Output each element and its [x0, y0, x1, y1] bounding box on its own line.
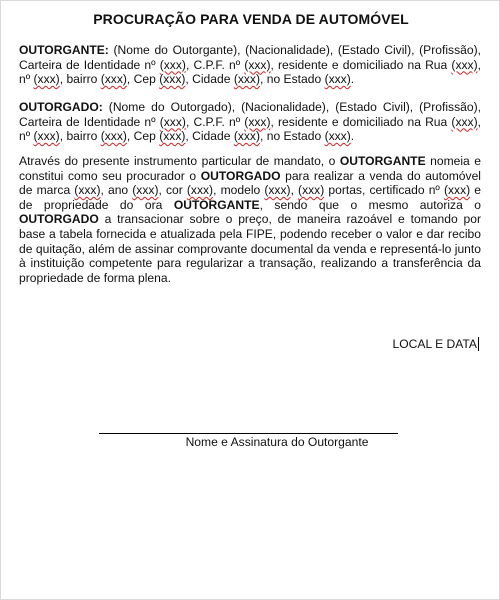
outorgado-term: OUTORGADO	[200, 168, 281, 183]
outorgante-bairro: (xxx)	[100, 72, 127, 87]
mandate-text: portas, certificado nº	[324, 183, 444, 198]
outorgado-label: OUTORGADO:	[19, 100, 103, 114]
mandate-text: , sendo que o mesmo autoriza o	[259, 197, 482, 212]
outorgante-term: OUTORGANTE	[173, 197, 260, 212]
outorgante-term: OUTORGANTE	[339, 154, 426, 168]
outorgado-text: , bairro	[59, 129, 101, 144]
outorgante-text: , Cep	[126, 72, 160, 87]
outorgado-text: (Nome do Outorgado), (Nacionalidade), (Estado Civil), (Profissão), Carteira de Identidade nº	[19, 100, 481, 129]
vehicle-ano: (xxx)	[132, 183, 159, 198]
outorgado-identidade: (xxx)	[159, 114, 186, 129]
outorgado-numero: (xxx)	[33, 129, 60, 144]
vehicle-modelo: (xxx)	[264, 183, 291, 198]
mandate-paragraph	[19, 154, 481, 285]
outorgante-text: , C.P.F. nº	[185, 57, 245, 72]
vehicle-cor: (xxx)	[186, 183, 214, 198]
outorgado-cidade: (xxx)	[233, 129, 261, 144]
mandate-text: Através do presente instrumento particular de mandato, o	[19, 154, 340, 168]
mandate-text: a transacionar sobre o preço, de maneira razoável e tomando por base a tabela fornecida e atualizada pela FIPE, podendo receber o valor e dar recibo de quitação, além de assinar comprovante documental da venda e representá-lo junto à instituição competente para regularizar a transação, realizando a transferência da propriedade de forma plena.	[19, 212, 481, 285]
mandate-text: e de propriedade do ora	[19, 183, 481, 212]
outorgante-label: OUTORGANTE:	[19, 43, 109, 57]
outorgante-text: , bairro	[59, 72, 101, 87]
outorgado-text: , residente e domiciliado na Rua	[270, 114, 452, 129]
outorgado-cpf: (xxx)	[244, 114, 271, 129]
mandate-text: ,	[290, 183, 299, 198]
outorgante-rua: (xxx)	[451, 57, 478, 72]
document-title: PROCURAÇÃO PARA VENDA DE AUTOMÓVEL	[93, 11, 409, 27]
mandate-text: , ano	[100, 183, 133, 198]
outorgante-text: , Cidade	[185, 72, 234, 87]
outorgado-term: OUTORGADO	[19, 212, 99, 227]
outorgante-numero: (xxx)	[33, 72, 60, 87]
vehicle-marca: (xxx)	[74, 183, 101, 198]
local-e-data: LOCAL E DATA	[392, 337, 477, 351]
outorgante-cep: (xxx)	[159, 72, 186, 87]
vehicle-certificado: (xxx)	[443, 183, 471, 198]
signature-line	[99, 433, 398, 434]
outorgante-cpf: (xxx)	[244, 57, 271, 72]
outorgante-estado: (xxx)	[324, 72, 351, 87]
outorgado-text: , nº	[19, 114, 481, 144]
outorgado-bairro: (xxx)	[100, 129, 127, 144]
vehicle-portas: (xxx)	[298, 183, 325, 198]
outorgante-text: .	[350, 72, 355, 87]
outorgante-text: , residente e domiciliado na Rua	[270, 57, 452, 72]
outorgado-estado: (xxx)	[324, 129, 351, 144]
outorgado-cep: (xxx)	[159, 129, 186, 144]
outorgante-identidade: (xxx)	[159, 57, 186, 72]
outorgante-text: , no Estado	[260, 72, 325, 87]
outorgado-text: .	[350, 129, 355, 144]
mandate-text: para realizar a venda do automóvel de marca	[19, 168, 481, 198]
outorgado-paragraph	[19, 100, 481, 144]
outorgado-rua: (xxx)	[451, 114, 478, 129]
signature-label: Nome e Assinatura do Outorgante	[185, 435, 369, 449]
outorgado-text: , Cep	[126, 129, 160, 144]
outorgante-cidade: (xxx)	[233, 72, 261, 87]
outorgado-text: , C.P.F. nº	[185, 114, 245, 129]
outorgado-text: , Cidade	[185, 129, 234, 144]
mandate-text: , cor	[158, 183, 187, 198]
outorgante-text: (Nome do Outorgante), (Nacionalidade), (Estado Civil), (Profissão), Carteira de Identidade nº	[19, 43, 481, 72]
outorgante-text: , nº	[19, 57, 481, 87]
outorgante-paragraph	[19, 43, 481, 87]
mandate-text: nomeia e constitui como seu procurador o	[19, 154, 481, 183]
mandate-text: , modelo	[213, 183, 265, 198]
outorgado-text: , no Estado	[260, 129, 325, 144]
